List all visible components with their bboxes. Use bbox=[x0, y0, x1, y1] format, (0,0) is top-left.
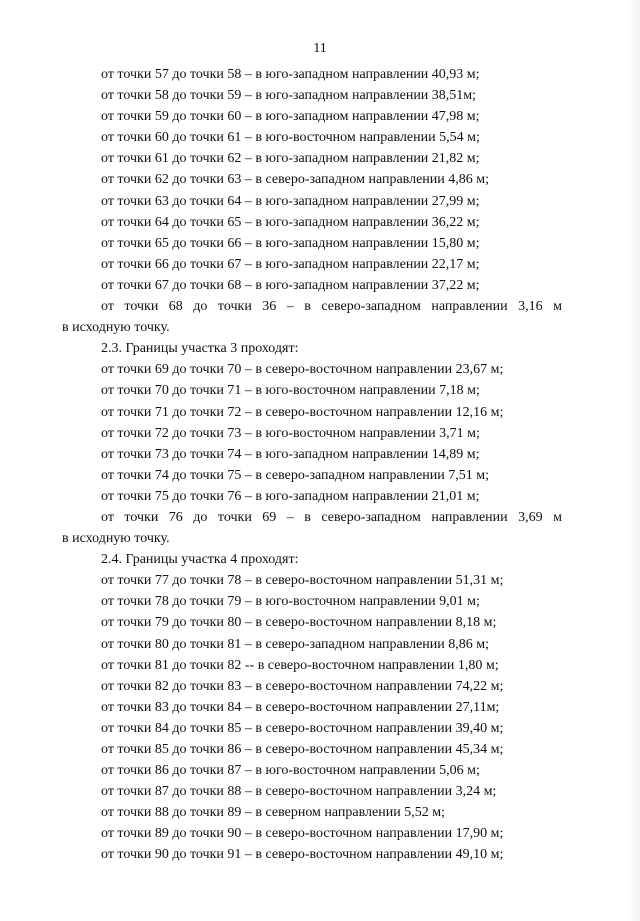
boundary-line: от точки 59 до точки 60 – в юго-западном направлении 47,98 м; bbox=[101, 109, 480, 125]
boundary-line-continuation: в исходную точку. bbox=[62, 531, 170, 547]
scan-edge-shadow bbox=[626, 0, 640, 921]
boundary-line-final: от точки 76 до точки 69 – в северо-западном направлении 3,69 м bbox=[101, 509, 562, 525]
boundary-line: от точки 75 до точки 76 – в юго-западном направлении 21,01 м; bbox=[101, 488, 480, 504]
boundary-line: от точки 57 до точки 58 – в юго-западном направлении 40,93 м; bbox=[101, 67, 480, 82]
boundary-line: от точки 67 до точки 68 – в юго-западном направлении 37,22 м; bbox=[101, 277, 480, 293]
boundary-line: от точки 61 до точки 62 – в юго-западном направлении 21,82 м; bbox=[101, 151, 480, 167]
boundary-line: от точки 82 до точки 83 – в северо-восточном направлении 74,22 м; bbox=[101, 678, 504, 694]
boundary-line: от точки 72 до точки 73 – в юго-восточном направлении 3,71 м; bbox=[101, 425, 480, 441]
boundary-line: от точки 58 до точки 59 – в юго-западном направлении 38,51м; bbox=[101, 88, 477, 104]
boundary-line: от точки 73 до точки 74 – в юго-западном направлении 14,89 м; bbox=[101, 446, 480, 462]
boundary-line: от точки 74 до точки 75 – в северо-западном направлении 7,51 м; bbox=[101, 467, 490, 483]
boundary-line: от точки 71 до точки 72 – в северо-восточном направлении 12,16 м; bbox=[101, 404, 504, 420]
boundary-line: от точки 87 до точки 88 – в северо-восточном направлении 3,24 м; bbox=[101, 784, 497, 800]
boundary-line: от точки 70 до точки 71 – в юго-восточном направлении 7,18 м; bbox=[101, 383, 480, 399]
boundary-description-text bbox=[62, 64, 562, 866]
boundary-line: от точки 60 до точки 61 – в юго-восточном направлении 5,54 м; bbox=[101, 130, 480, 146]
boundary-line: от точки 65 до точки 66 – в юго-западном направлении 15,80 м; bbox=[101, 235, 480, 251]
boundary-line: от точки 69 до точки 70 – в северо-восточном направлении 23,67 м; bbox=[101, 362, 504, 378]
boundary-line: от точки 81 до точки 82 -- в северо-восточном направлении 1,80 м; bbox=[101, 657, 499, 673]
boundary-line: от точки 86 до точки 87 – в юго-восточном направлении 5,06 м; bbox=[101, 763, 480, 779]
boundary-line: от точки 83 до точки 84 – в северо-восточном направлении 27,11м; bbox=[101, 699, 500, 715]
boundary-line-continuation: в исходную точку. bbox=[62, 320, 170, 336]
boundary-line: от точки 85 до точки 86 – в северо-восточном направлении 45,34 м; bbox=[101, 742, 504, 757]
boundary-line: от точки 64 до точки 65 – в юго-западном направлении 36,22 м; bbox=[101, 214, 480, 230]
section-heading: 2.4. Границы участка 4 проходят: bbox=[101, 552, 299, 568]
boundary-line: от точки 78 до точки 79 – в юго-восточном направлении 9,01 м; bbox=[101, 594, 480, 610]
boundary-line: от точки 62 до точки 63 – в северо-западном направлении 4,86 м; bbox=[101, 172, 490, 188]
boundary-line: от точки 84 до точки 85 – в северо-восточном направлении 39,40 м; bbox=[101, 720, 504, 736]
boundary-line: от точки 89 до точки 90 – в северо-восточном направлении 17,90 м; bbox=[101, 826, 504, 842]
boundary-line: от точки 80 до точки 81 – в северо-западном направлении 8,86 м; bbox=[101, 636, 490, 652]
boundary-line: от точки 90 до точки 91 – в северо-восточном направлении 49,10 м; bbox=[101, 847, 504, 863]
boundary-line: от точки 63 до точки 64 – в юго-западном направлении 27,99 м; bbox=[101, 193, 480, 209]
section-heading: 2.3. Границы участка 3 проходят: bbox=[101, 341, 299, 357]
boundary-line-final: от точки 68 до точки 36 – в северо-западном направлении 3,16 м bbox=[101, 299, 562, 315]
page-number: 11 bbox=[313, 41, 327, 56]
boundary-line: от точки 66 до точки 67 – в юго-западном направлении 22,17 м; bbox=[101, 256, 480, 272]
boundary-line: от точки 79 до точки 80 – в северо-восточном направлении 8,18 м; bbox=[101, 615, 497, 631]
boundary-line: от точки 88 до точки 89 – в северном направлении 5,52 м; bbox=[101, 805, 445, 821]
boundary-line: от точки 77 до точки 78 – в северо-восточном направлении 51,31 м; bbox=[101, 573, 504, 589]
